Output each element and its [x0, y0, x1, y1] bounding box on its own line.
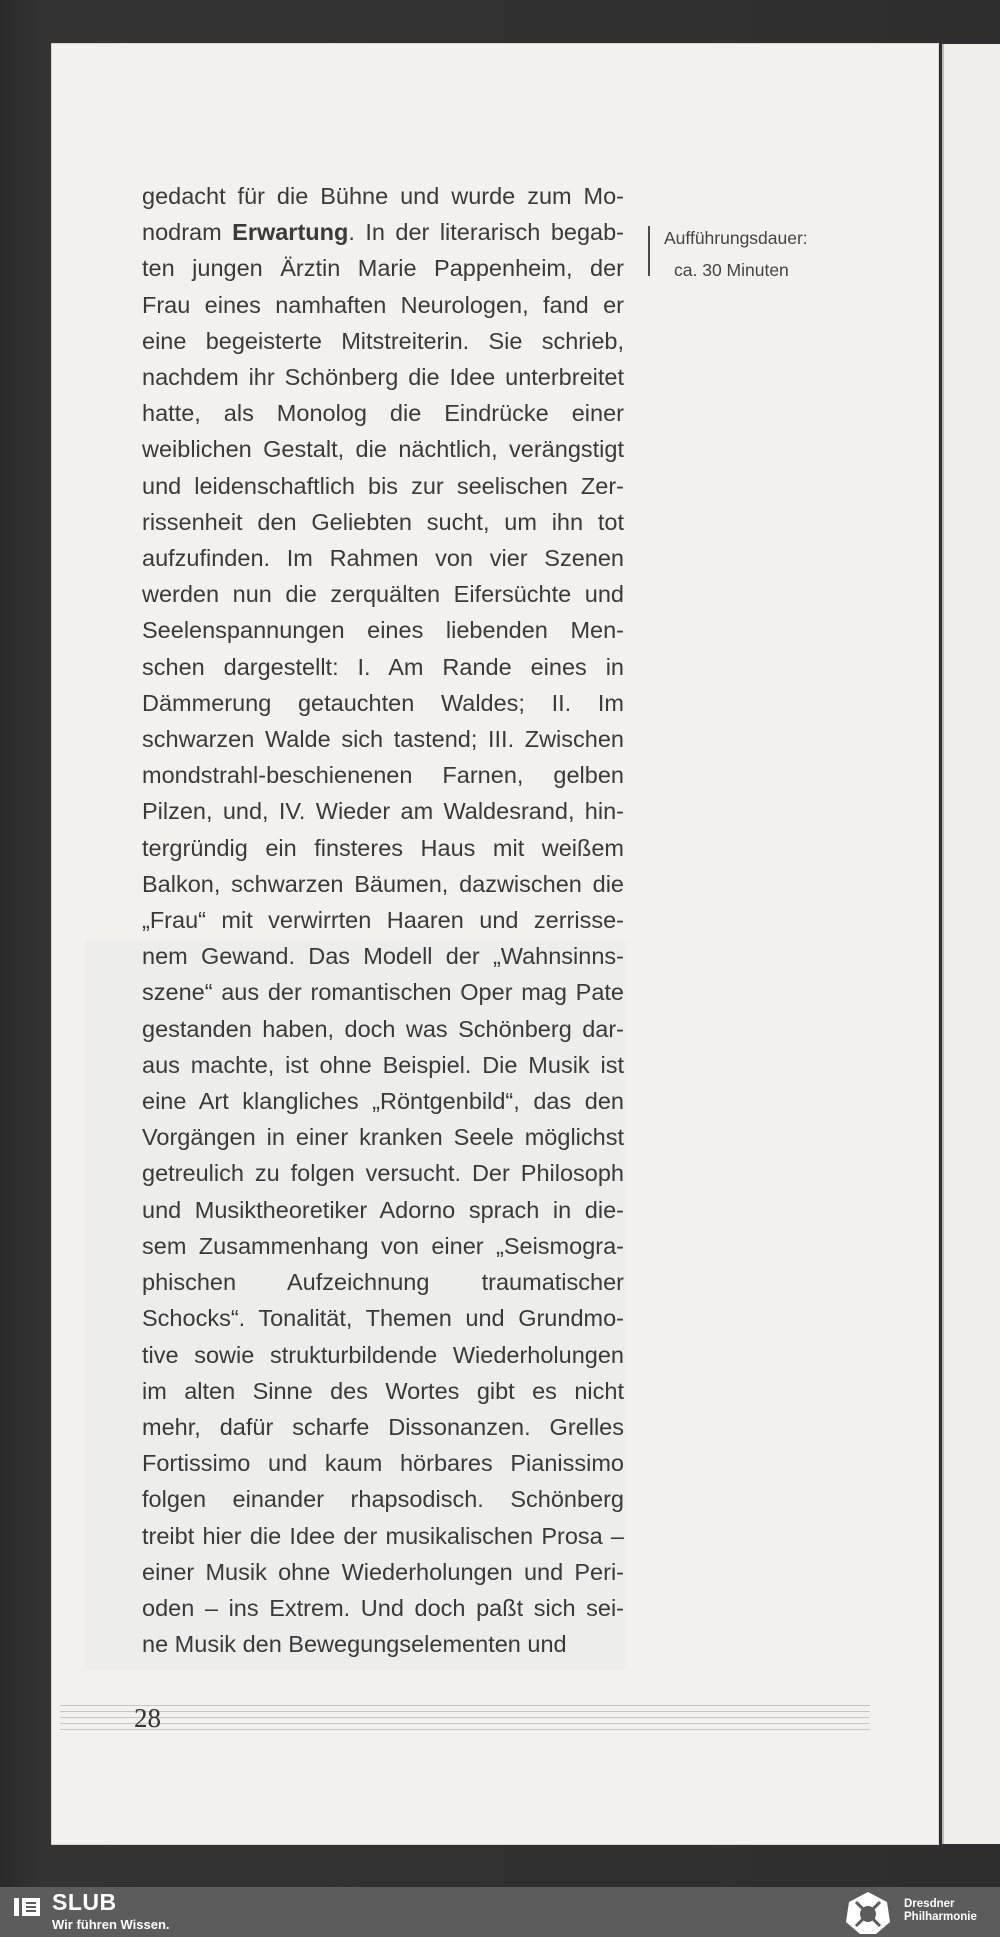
text-line: aufzufinden. Im Rahmen von vier Szenen — [142, 545, 624, 572]
text-line: oden – ins Extrem. Und doch paßt sich sei- — [142, 1594, 624, 1621]
margin-note-label: Aufführungsdauer: — [664, 228, 808, 248]
adjacent-page-edge — [942, 44, 1000, 1844]
text-line: weiblichen Gestalt, die nächtlich, verängstigt — [142, 436, 624, 463]
margin-note — [664, 222, 874, 286]
text-line: hatte, als Monolog die Eindrücke einer — [142, 400, 624, 427]
text-line: Frau eines namhaften Neurologen, fand er — [142, 291, 624, 318]
text-line: tive sowie strukturbildende Wiederholungen — [142, 1341, 624, 1368]
text-line: folgen einander rhapsodisch. Schönberg — [142, 1486, 624, 1513]
text-line: eine Art klangliches „Röntgenbild“, das den — [142, 1088, 624, 1115]
text-line: rissenheit den Geliebten sucht, um ihn tot — [142, 508, 624, 535]
text-line: mondstrahl-beschienenen Farnen, gelben — [142, 762, 624, 789]
text-line: und leidenschaftlich bis zur seelischen Zer- — [142, 472, 624, 499]
text-line: gestanden haben, doch was Schönberg dar- — [142, 1015, 624, 1042]
text-line: im alten Sinne des Wortes gibt es nicht — [142, 1377, 624, 1404]
slub-slogan: Wir führen Wissen. — [52, 1917, 170, 1932]
slub-name[interactable]: SLUB — [52, 1889, 117, 1915]
philharmonie-name-line2: Philharmonie — [904, 1911, 977, 1923]
body-text — [142, 178, 624, 1662]
text-line: werden nun die zerquälten Eifersüchte und — [142, 581, 624, 608]
text-line: Pilzen, und, IV. Wieder am Waldesrand, hin- — [142, 798, 624, 825]
text-line: gedacht für die Bühne und wurde zum Mo- — [142, 183, 624, 209]
text-line: einer Musik ohne Wiederholungen und Peri- — [142, 1558, 624, 1585]
text-line: aus machte, ist ohne Beispiel. Die Musik ist — [142, 1051, 624, 1078]
text-line: eine begeisterte Mitstreiterin. Sie schrieb, — [142, 327, 624, 354]
work-title: Erwartung — [232, 219, 349, 246]
text-line: phischen Aufzeichnung traumatischer — [142, 1269, 624, 1296]
text-line: nem Gewand. Das Modell der „Wahnsinns- — [142, 943, 624, 970]
text-line: tergründig ein finsteres Haus mit weißem — [142, 834, 624, 861]
text-line: Dämmerung getauchten Waldes; II. Im — [142, 689, 624, 716]
text-line: getreulich zu folgen versucht. Der Philosoph — [142, 1160, 624, 1187]
margin-note-value: ca. 30 Minuten — [674, 260, 789, 280]
text-line: „Frau“ mit verwirrten Haaren und zerrisse- — [142, 907, 624, 934]
text-line: schen dargestellt: I. Am Rande eines in — [142, 653, 624, 680]
philharmonie-logo-icon — [842, 1890, 894, 1936]
text-line: schwarzen Walde sich tastend; III. Zwischen — [142, 726, 624, 753]
page-number: 28 — [134, 1703, 161, 1733]
decorative-staff-lines — [60, 1705, 870, 1739]
text-line: Seelenspannungen eines liebenden Men- — [142, 617, 624, 644]
philharmonie-name-line1: Dresdner — [904, 1898, 955, 1910]
text-line: Schocks“. Tonalität, Themen und Grundmo- — [142, 1305, 624, 1332]
text-line: szene“ aus der romantischen Oper mag Pate — [142, 979, 624, 1006]
text-line: ne Musik den Bewegungselementen und — [142, 1631, 567, 1658]
text-line: nachdem ihr Schönberg die Idee unterbreitet — [142, 364, 624, 391]
text-line: mehr, dafür scharfe Dissonanzen. Grelles — [142, 1413, 624, 1440]
text-line: und Musiktheoretiker Adorno sprach in die- — [142, 1196, 624, 1223]
text-line: Fortissimo und kaum hörbares Pianissimo — [142, 1450, 624, 1477]
viewer-footer — [0, 1887, 1000, 1937]
text-line: ten jungen Ärztin Marie Pappenheim, der — [142, 255, 624, 282]
text-line: Balkon, schwarzen Bäumen, dazwischen die — [142, 870, 624, 897]
text-line: nodram Erwartung. In der literarisch begab- — [142, 219, 624, 246]
philharmonie-name[interactable] — [904, 1898, 977, 1924]
slub-logo-icon — [14, 1896, 40, 1918]
margin-rule — [648, 226, 650, 276]
text-line: treibt hier die Idee der musikalischen Prosa – — [142, 1522, 624, 1549]
text-line: sem Zusammenhang von einer „Seismogra- — [142, 1232, 624, 1259]
text-line: Vorgängen in einer kranken Seele möglichst — [142, 1124, 624, 1151]
